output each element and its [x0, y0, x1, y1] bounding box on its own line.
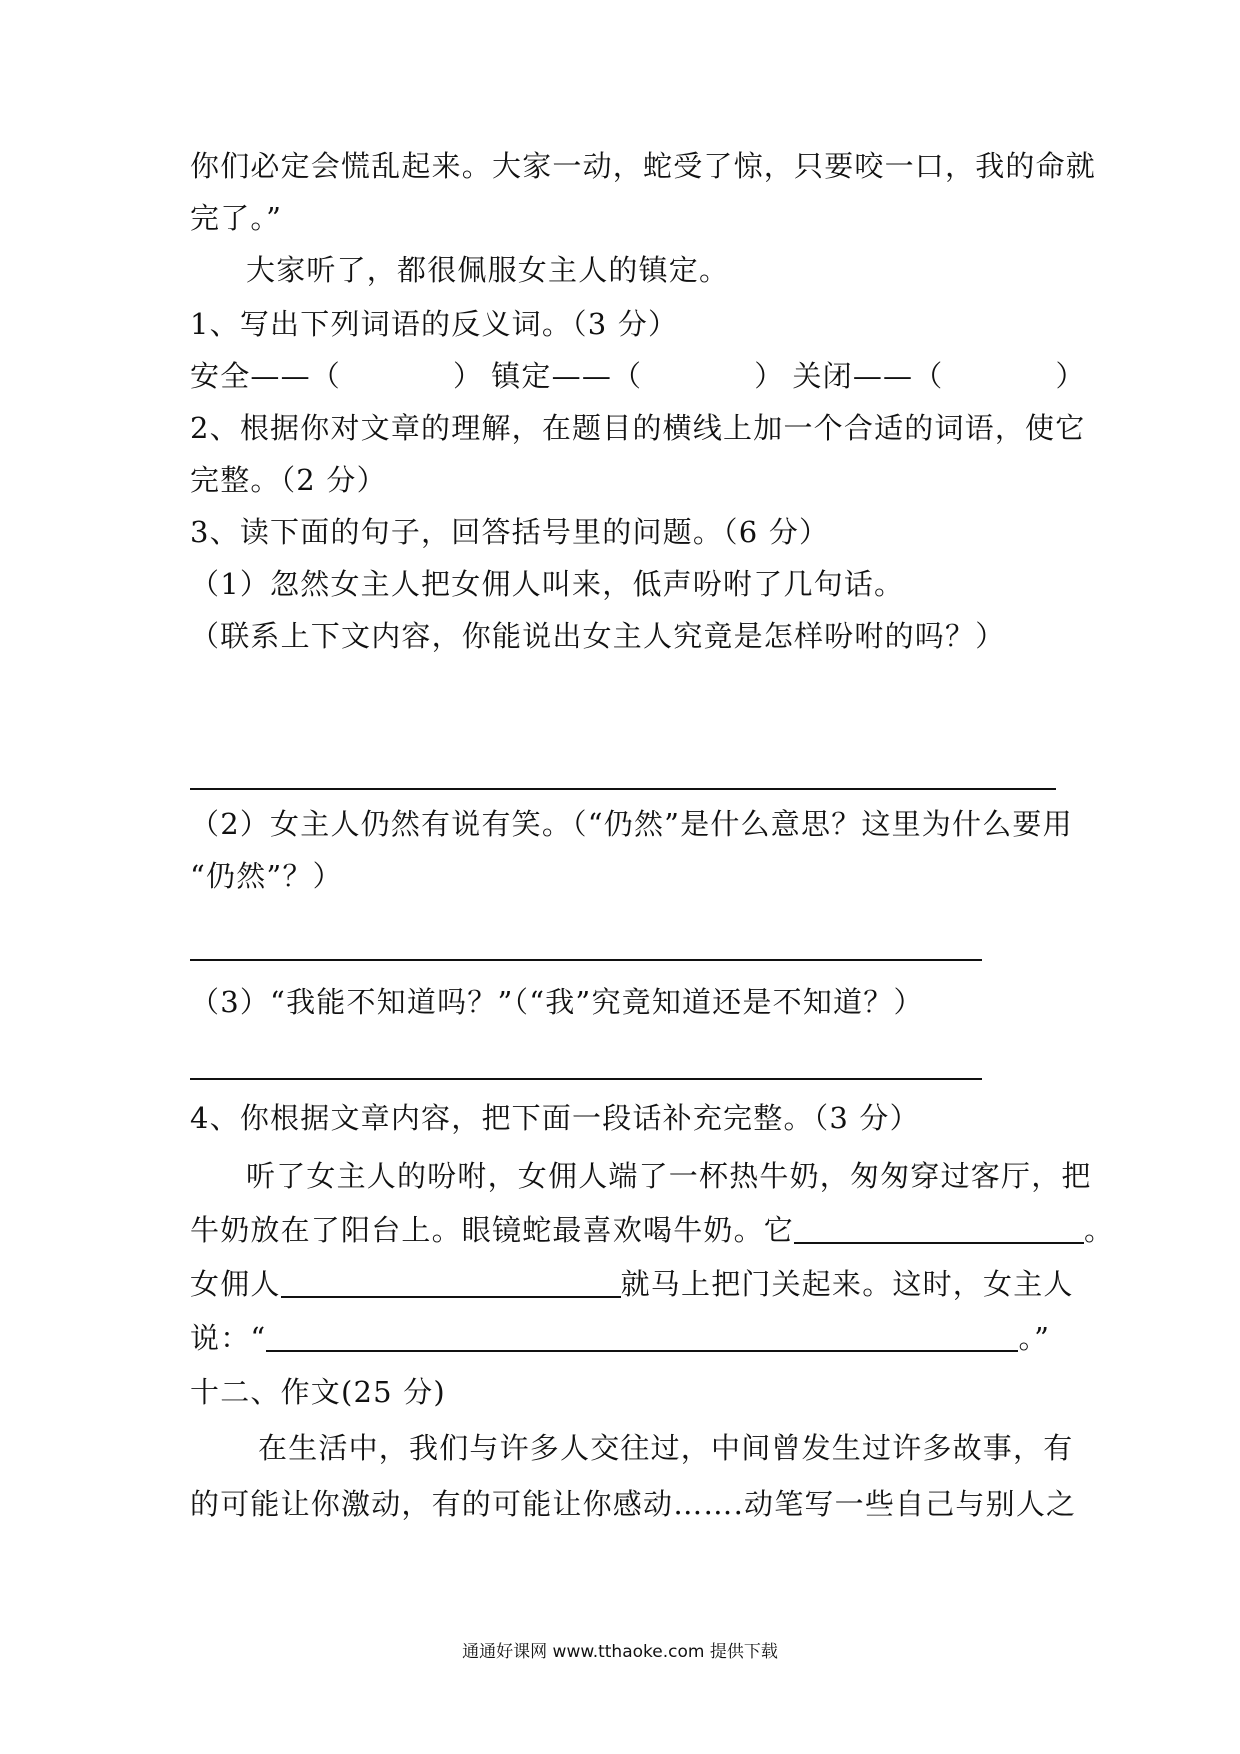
q4-line-2-end: 。 — [1084, 1213, 1115, 1247]
q3-answer-line-3[interactable] — [190, 1078, 982, 1080]
q3-sub1-question: （联系上下文内容，你能说出女主人究竟是怎样吩咐的吗？） — [190, 619, 1006, 653]
passage-line-3: 大家听了，都很佩服女主人的镇定。 — [246, 253, 730, 287]
q3-sub1: （1）忽然女主人把女佣人叫来，低声吩咐了几句话。 — [190, 567, 905, 601]
q3-title: 3、读下面的句子，回答括号里的问题。（6 分） — [190, 515, 830, 549]
q4-blank-1[interactable] — [794, 1214, 1084, 1244]
q4-line-3-start: 女佣人 — [190, 1267, 281, 1301]
q4-line-1: 听了女主人的吩咐，女佣人端了一杯热牛奶，匆匆穿过客厅，把 — [246, 1159, 1092, 1193]
q4-blank-3[interactable] — [266, 1322, 1018, 1352]
passage-line-2: 完了。” — [190, 201, 283, 235]
q4-line-3-end: 就马上把门关起来。这时，女主人 — [620, 1267, 1074, 1301]
q3-sub2-line-2: “仍然”？） — [190, 859, 343, 893]
page-footer: 通通好课网 www.tthaoke.com 提供下载 — [462, 1642, 778, 1662]
q4-line-4-start: 说：“ — [190, 1321, 267, 1355]
q2-line-2: 完整。（2 分） — [190, 463, 387, 497]
q4-title: 4、你根据文章内容，把下面一段话补充完整。（3 分） — [190, 1101, 920, 1135]
q4-blank-2[interactable] — [281, 1268, 621, 1298]
q1-antonym-row — [190, 356, 1086, 396]
q1-item-1: 安全——（ ） — [190, 359, 484, 393]
q1-item-3: 关闭——（ ） — [792, 359, 1086, 393]
q4-line-3 — [190, 1264, 1074, 1304]
q1-item-2: 镇定——（ ） — [491, 359, 785, 393]
q3-answer-line-1[interactable] — [190, 788, 1056, 790]
q3-sub3: （3）“我能不知道吗？”（“我”究竟知道还是不知道？） — [190, 985, 924, 1019]
essay-line-2: 的可能让你激动，有的可能让你感动…….动笔写一些自己与别人之 — [190, 1487, 1077, 1521]
q4-line-4-end: 。” — [1018, 1321, 1051, 1355]
essay-title: 十二、作文(25 分) — [190, 1375, 446, 1409]
q3-sub2-line-1: （2）女主人仍然有说有笑。（“仍然”是什么意思？这里为什么要用 — [190, 807, 1073, 841]
q4-line-4 — [190, 1318, 1050, 1358]
q3-answer-line-2[interactable] — [190, 959, 982, 961]
q1-title: 1、写出下列词语的反义词。（3 分） — [190, 307, 679, 341]
passage-line-1: 你们必定会慌乱起来。大家一动，蛇受了惊，只要咬一口，我的命就 — [190, 149, 1097, 183]
q4-line-2 — [190, 1210, 1114, 1250]
q2-line-1: 2、根据你对文章的理解，在题目的横线上加一个合适的词语，使它 — [190, 411, 1086, 445]
essay-line-1: 在生活中，我们与许多人交往过，中间曾发生过许多故事，有 — [258, 1431, 1074, 1465]
q4-line-2-text: 牛奶放在了阳台上。眼镜蛇最喜欢喝牛奶。它 — [190, 1213, 795, 1247]
